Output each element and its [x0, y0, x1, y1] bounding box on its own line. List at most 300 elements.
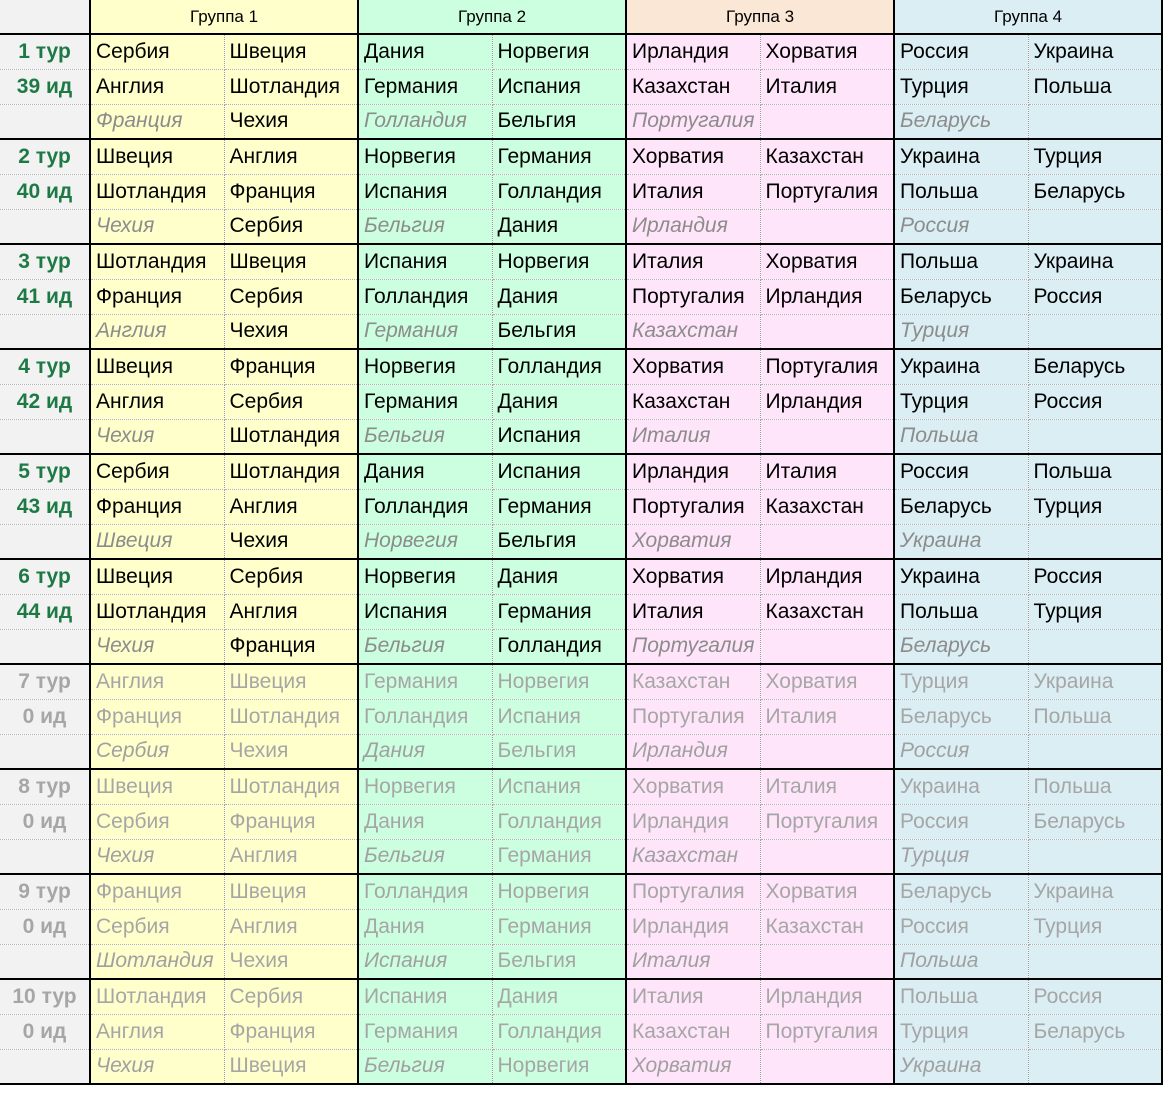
team-cell[interactable]: Швеция: [90, 769, 224, 804]
team-cell[interactable]: Ирландия: [626, 804, 760, 839]
table-row: [0, 839, 1162, 874]
team-cell[interactable]: Дания: [492, 279, 626, 314]
team-cell[interactable]: Португалия: [626, 699, 760, 734]
team-cell[interactable]: Хорватия: [760, 874, 894, 909]
team-cell[interactable]: Турция: [1028, 594, 1162, 629]
team-cell[interactable]: Сербия: [224, 279, 358, 314]
team-cell[interactable]: Россия: [1028, 384, 1162, 419]
table-row: [0, 559, 1162, 594]
team-cell[interactable]: Испания: [492, 419, 626, 454]
table-row: [0, 594, 1162, 629]
team-cell[interactable]: Турция: [1028, 139, 1162, 174]
team-cell[interactable]: Шотландия: [224, 699, 358, 734]
bye-team-cell[interactable]: Португалия: [626, 104, 760, 139]
team-cell[interactable]: Ирландия: [760, 979, 894, 1014]
bye-team-cell[interactable]: Ирландия: [626, 209, 760, 244]
team-cell[interactable]: Турция: [894, 384, 1028, 419]
team-cell[interactable]: Испания: [492, 454, 626, 489]
team-cell[interactable]: Англия: [224, 139, 358, 174]
team-cell[interactable]: Испания: [492, 769, 626, 804]
round-label[interactable]: 4 тур: [0, 349, 90, 384]
empty-cell[interactable]: [760, 839, 894, 874]
team-cell[interactable]: Турция: [1028, 909, 1162, 944]
team-cell[interactable]: Норвегия: [492, 244, 626, 279]
team-cell[interactable]: Германия: [492, 139, 626, 174]
team-cell[interactable]: Дания: [358, 804, 492, 839]
table-row: [0, 524, 1162, 559]
round-label[interactable]: 5 тур: [0, 454, 90, 489]
team-cell[interactable]: Португалия: [760, 804, 894, 839]
team-cell[interactable]: Италия: [760, 699, 894, 734]
round-id-count[interactable]: 44 ид: [0, 594, 90, 629]
bye-team-cell[interactable]: Чехия: [90, 629, 224, 664]
team-cell[interactable]: Португалия: [626, 489, 760, 524]
team-cell[interactable]: Франция: [90, 874, 224, 909]
table-row: [0, 314, 1162, 349]
team-cell[interactable]: Англия: [90, 384, 224, 419]
team-cell[interactable]: Германия: [358, 69, 492, 104]
bye-team-cell[interactable]: Германия: [358, 314, 492, 349]
team-cell[interactable]: Польша: [894, 979, 1028, 1014]
round-label[interactable]: 9 тур: [0, 874, 90, 909]
team-cell[interactable]: Россия: [894, 34, 1028, 69]
team-cell[interactable]: Англия: [224, 489, 358, 524]
team-cell[interactable]: Хорватия: [760, 664, 894, 699]
team-cell[interactable]: Ирландия: [760, 559, 894, 594]
empty-label-cell[interactable]: [0, 524, 90, 559]
team-cell[interactable]: Англия: [90, 69, 224, 104]
team-cell[interactable]: Шотландия: [90, 979, 224, 1014]
team-cell[interactable]: Испания: [358, 174, 492, 209]
team-cell[interactable]: Англия: [224, 594, 358, 629]
team-cell[interactable]: Казахстан: [760, 489, 894, 524]
team-cell[interactable]: Дания: [358, 34, 492, 69]
bye-team-cell[interactable]: Норвегия: [358, 524, 492, 559]
team-cell[interactable]: Хорватия: [760, 244, 894, 279]
team-cell[interactable]: Голландия: [492, 1014, 626, 1049]
empty-cell[interactable]: [1028, 734, 1162, 769]
team-cell[interactable]: Голландия: [492, 174, 626, 209]
team-cell[interactable]: Италия: [626, 594, 760, 629]
team-cell[interactable]: Германия: [358, 1014, 492, 1049]
team-cell[interactable]: Россия: [1028, 559, 1162, 594]
team-cell[interactable]: Ирландия: [760, 279, 894, 314]
empty-label-cell[interactable]: [0, 944, 90, 979]
team-cell[interactable]: Швеция: [90, 349, 224, 384]
bye-team-cell[interactable]: Бельгия: [358, 629, 492, 664]
team-cell[interactable]: Чехия: [224, 734, 358, 769]
team-cell[interactable]: Норвегия: [358, 349, 492, 384]
team-cell[interactable]: Сербия: [90, 454, 224, 489]
team-cell[interactable]: Бельгия: [492, 524, 626, 559]
team-cell[interactable]: Украина: [1028, 664, 1162, 699]
round-id-count[interactable]: 42 ид: [0, 384, 90, 419]
team-cell[interactable]: Италия: [626, 979, 760, 1014]
team-cell[interactable]: Норвегия: [358, 559, 492, 594]
team-cell[interactable]: Украина: [1028, 244, 1162, 279]
table-row: [0, 104, 1162, 139]
team-cell[interactable]: Испания: [358, 244, 492, 279]
team-cell[interactable]: Чехия: [224, 524, 358, 559]
team-cell[interactable]: Голландия: [358, 874, 492, 909]
team-cell[interactable]: Франция: [224, 629, 358, 664]
empty-label-cell[interactable]: [0, 629, 90, 664]
team-cell[interactable]: Голландия: [492, 629, 626, 664]
team-cell[interactable]: Казахстан: [626, 664, 760, 699]
team-cell[interactable]: Португалия: [626, 279, 760, 314]
team-cell[interactable]: Швеция: [224, 1049, 358, 1084]
table-row: [0, 139, 1162, 174]
corner-cell[interactable]: [0, 0, 90, 34]
team-cell[interactable]: Украина: [1028, 874, 1162, 909]
team-cell[interactable]: Бельгия: [492, 944, 626, 979]
bye-team-cell[interactable]: Бельгия: [358, 209, 492, 244]
team-cell[interactable]: Дания: [492, 979, 626, 1014]
team-cell[interactable]: Сербия: [224, 384, 358, 419]
team-cell[interactable]: Франция: [224, 804, 358, 839]
team-cell[interactable]: Сербия: [224, 209, 358, 244]
team-cell[interactable]: Польша: [1028, 69, 1162, 104]
team-cell[interactable]: Ирландия: [626, 34, 760, 69]
team-cell[interactable]: Голландия: [358, 489, 492, 524]
team-cell[interactable]: Украина: [894, 139, 1028, 174]
team-cell[interactable]: Чехия: [224, 314, 358, 349]
empty-label-cell[interactable]: [0, 209, 90, 244]
round-id-count[interactable]: 0 ид: [0, 909, 90, 944]
team-cell[interactable]: Швеция: [224, 244, 358, 279]
team-cell[interactable]: Италия: [626, 174, 760, 209]
team-cell[interactable]: Германия: [492, 909, 626, 944]
round-id-count[interactable]: 41 ид: [0, 279, 90, 314]
round-label[interactable]: 8 тур: [0, 769, 90, 804]
team-cell[interactable]: Испания: [358, 594, 492, 629]
round-label[interactable]: 1 тур: [0, 34, 90, 69]
team-cell[interactable]: Шотландия: [224, 769, 358, 804]
bye-team-cell[interactable]: Турция: [894, 839, 1028, 874]
bye-team-cell[interactable]: Россия: [894, 734, 1028, 769]
table-row: [0, 454, 1162, 489]
table-row: [0, 349, 1162, 384]
bye-team-cell[interactable]: Португалия: [626, 629, 760, 664]
table-row: [0, 734, 1162, 769]
team-cell[interactable]: Англия: [224, 909, 358, 944]
round-label[interactable]: 10 тур: [0, 979, 90, 1014]
team-cell[interactable]: Хорватия: [626, 559, 760, 594]
team-cell[interactable]: Дания: [492, 209, 626, 244]
team-cell[interactable]: Голландия: [492, 804, 626, 839]
team-cell[interactable]: Украина: [894, 349, 1028, 384]
team-cell[interactable]: Казахстан: [760, 594, 894, 629]
bye-team-cell[interactable]: Чехия: [90, 209, 224, 244]
team-cell[interactable]: Украина: [894, 559, 1028, 594]
team-cell[interactable]: Италия: [760, 69, 894, 104]
team-cell[interactable]: Россия: [894, 804, 1028, 839]
bye-team-cell[interactable]: Хорватия: [626, 524, 760, 559]
bye-team-cell[interactable]: Италия: [626, 944, 760, 979]
bye-team-cell[interactable]: Казахстан: [626, 839, 760, 874]
bye-team-cell[interactable]: Англия: [90, 314, 224, 349]
round-label[interactable]: 2 тур: [0, 139, 90, 174]
team-cell[interactable]: Польша: [1028, 454, 1162, 489]
team-cell[interactable]: Швеция: [224, 664, 358, 699]
team-cell[interactable]: Франция: [90, 279, 224, 314]
bye-team-cell[interactable]: Бельгия: [358, 1049, 492, 1084]
table-row: [0, 909, 1162, 944]
empty-label-cell[interactable]: [0, 839, 90, 874]
bye-team-cell[interactable]: Украина: [894, 1049, 1028, 1084]
team-cell[interactable]: Хорватия: [760, 34, 894, 69]
team-cell[interactable]: Ирландия: [626, 909, 760, 944]
team-cell[interactable]: Беларусь: [894, 699, 1028, 734]
team-cell[interactable]: Казахстан: [626, 384, 760, 419]
round-id-count[interactable]: 43 ид: [0, 489, 90, 524]
table-row: [0, 804, 1162, 839]
team-cell[interactable]: Англия: [90, 664, 224, 699]
empty-cell[interactable]: [760, 944, 894, 979]
empty-cell[interactable]: [1028, 419, 1162, 454]
table-row: [0, 384, 1162, 419]
bye-team-cell[interactable]: Швеция: [90, 524, 224, 559]
team-cell[interactable]: Турция: [894, 664, 1028, 699]
team-cell[interactable]: Казахстан: [626, 69, 760, 104]
team-cell[interactable]: Испания: [492, 69, 626, 104]
team-cell[interactable]: Франция: [224, 174, 358, 209]
team-cell[interactable]: Швеция: [224, 874, 358, 909]
team-cell[interactable]: Дания: [492, 384, 626, 419]
empty-cell[interactable]: [760, 314, 894, 349]
header-row: [0, 0, 1162, 34]
empty-cell[interactable]: [1028, 209, 1162, 244]
round-id-count[interactable]: 39 ид: [0, 69, 90, 104]
table-row: [0, 174, 1162, 209]
bye-team-cell[interactable]: Россия: [894, 209, 1028, 244]
team-cell[interactable]: Беларусь: [894, 874, 1028, 909]
team-cell[interactable]: Голландия: [358, 699, 492, 734]
bye-team-cell[interactable]: Сербия: [90, 734, 224, 769]
team-cell[interactable]: Казахстан: [760, 909, 894, 944]
team-cell[interactable]: Швеция: [90, 559, 224, 594]
team-cell[interactable]: Польша: [1028, 699, 1162, 734]
bye-team-cell[interactable]: Италия: [626, 419, 760, 454]
team-cell[interactable]: Украина: [1028, 34, 1162, 69]
team-cell[interactable]: Португалия: [626, 874, 760, 909]
empty-cell[interactable]: [1028, 314, 1162, 349]
team-cell[interactable]: Германия: [358, 664, 492, 699]
team-cell[interactable]: Россия: [1028, 279, 1162, 314]
team-cell[interactable]: Франция: [90, 489, 224, 524]
team-cell[interactable]: Сербия: [90, 34, 224, 69]
team-cell[interactable]: Норвегия: [492, 874, 626, 909]
team-cell[interactable]: Шотландия: [224, 419, 358, 454]
empty-cell[interactable]: [760, 524, 894, 559]
team-cell[interactable]: Беларусь: [1028, 804, 1162, 839]
team-cell[interactable]: Бельгия: [492, 314, 626, 349]
team-cell[interactable]: Казахстан: [626, 1014, 760, 1049]
table-row: [0, 34, 1162, 69]
team-cell[interactable]: Россия: [1028, 979, 1162, 1014]
team-cell[interactable]: Норвегия: [492, 1049, 626, 1084]
table-row: [0, 769, 1162, 804]
round-label[interactable]: 6 тур: [0, 559, 90, 594]
team-cell[interactable]: Ирландия: [626, 454, 760, 489]
team-cell[interactable]: Чехия: [224, 104, 358, 139]
team-cell[interactable]: Португалия: [760, 1014, 894, 1049]
team-cell[interactable]: Хорватия: [626, 769, 760, 804]
team-cell[interactable]: Польша: [894, 594, 1028, 629]
table-row: [0, 1014, 1162, 1049]
team-cell[interactable]: Испания: [492, 699, 626, 734]
bye-team-cell[interactable]: Хорватия: [626, 1049, 760, 1084]
round-id-count[interactable]: 40 ид: [0, 174, 90, 209]
team-cell[interactable]: Италия: [626, 244, 760, 279]
team-cell[interactable]: Норвегия: [358, 139, 492, 174]
bye-team-cell[interactable]: Бельгия: [358, 839, 492, 874]
bye-team-cell[interactable]: Чехия: [90, 419, 224, 454]
team-cell[interactable]: Беларусь: [1028, 174, 1162, 209]
team-cell[interactable]: Сербия: [224, 979, 358, 1014]
round-label[interactable]: 3 тур: [0, 244, 90, 279]
round-id-count[interactable]: 0 ид: [0, 699, 90, 734]
empty-cell[interactable]: [1028, 104, 1162, 139]
team-cell[interactable]: Германия: [492, 594, 626, 629]
team-cell[interactable]: Ирландия: [760, 384, 894, 419]
team-cell[interactable]: Хорватия: [626, 139, 760, 174]
team-cell[interactable]: Норвегия: [492, 34, 626, 69]
team-cell[interactable]: Сербия: [90, 909, 224, 944]
bye-team-cell[interactable]: Чехия: [90, 1049, 224, 1084]
group-header[interactable]: Группа 2: [358, 0, 626, 34]
table-row: [0, 874, 1162, 909]
team-cell[interactable]: Португалия: [760, 349, 894, 384]
empty-cell[interactable]: [1028, 944, 1162, 979]
team-cell[interactable]: Франция: [90, 699, 224, 734]
bye-team-cell[interactable]: Беларусь: [894, 104, 1028, 139]
team-cell[interactable]: Хорватия: [626, 349, 760, 384]
empty-cell[interactable]: [1028, 629, 1162, 664]
team-cell[interactable]: Дания: [492, 559, 626, 594]
bye-team-cell[interactable]: Турция: [894, 314, 1028, 349]
round-label[interactable]: 7 тур: [0, 664, 90, 699]
team-cell[interactable]: Франция: [224, 1014, 358, 1049]
team-cell[interactable]: Россия: [894, 909, 1028, 944]
empty-cell[interactable]: [760, 104, 894, 139]
bye-team-cell[interactable]: Ирландия: [626, 734, 760, 769]
empty-label-cell[interactable]: [0, 314, 90, 349]
empty-cell[interactable]: [760, 734, 894, 769]
team-cell[interactable]: Германия: [492, 839, 626, 874]
empty-cell[interactable]: [1028, 524, 1162, 559]
team-cell[interactable]: Чехия: [224, 944, 358, 979]
bye-team-cell[interactable]: Украина: [894, 524, 1028, 559]
team-cell[interactable]: Сербия: [224, 559, 358, 594]
team-cell[interactable]: Италия: [760, 769, 894, 804]
team-cell[interactable]: Шотландия: [224, 69, 358, 104]
team-cell[interactable]: Португалия: [760, 174, 894, 209]
team-cell[interactable]: Норвегия: [358, 769, 492, 804]
empty-cell[interactable]: [760, 1049, 894, 1084]
team-cell[interactable]: Украина: [894, 769, 1028, 804]
bye-team-cell[interactable]: Беларусь: [894, 629, 1028, 664]
team-cell[interactable]: Англия: [224, 839, 358, 874]
team-cell[interactable]: Франция: [224, 349, 358, 384]
team-cell[interactable]: Италия: [760, 454, 894, 489]
team-cell[interactable]: Турция: [894, 69, 1028, 104]
bye-team-cell[interactable]: Шотландия: [90, 944, 224, 979]
team-cell[interactable]: Сербия: [90, 804, 224, 839]
team-cell[interactable]: Швеция: [224, 34, 358, 69]
team-cell[interactable]: Турция: [1028, 489, 1162, 524]
team-cell[interactable]: Беларусь: [894, 279, 1028, 314]
team-cell[interactable]: Испания: [358, 979, 492, 1014]
table-row: [0, 699, 1162, 734]
bye-team-cell[interactable]: Бельгия: [358, 419, 492, 454]
empty-label-cell[interactable]: [0, 734, 90, 769]
empty-cell[interactable]: [1028, 1049, 1162, 1084]
team-cell[interactable]: Англия: [90, 1014, 224, 1049]
team-cell[interactable]: Голландия: [492, 349, 626, 384]
bye-team-cell[interactable]: Польша: [894, 944, 1028, 979]
bye-team-cell[interactable]: Голландия: [358, 104, 492, 139]
team-cell[interactable]: Шотландия: [90, 244, 224, 279]
team-cell[interactable]: Беларусь: [1028, 349, 1162, 384]
table-row: [0, 69, 1162, 104]
team-cell[interactable]: Россия: [894, 454, 1028, 489]
team-cell[interactable]: Германия: [358, 384, 492, 419]
empty-cell[interactable]: [1028, 839, 1162, 874]
team-cell[interactable]: Казахстан: [760, 139, 894, 174]
round-id-count[interactable]: 0 ид: [0, 804, 90, 839]
empty-cell[interactable]: [760, 629, 894, 664]
group-header[interactable]: Группа 4: [894, 0, 1162, 34]
team-cell[interactable]: Бельгия: [492, 734, 626, 769]
team-cell[interactable]: Польша: [894, 174, 1028, 209]
empty-cell[interactable]: [760, 419, 894, 454]
empty-label-cell[interactable]: [0, 419, 90, 454]
team-cell[interactable]: Дания: [358, 454, 492, 489]
table-row: [0, 244, 1162, 279]
bye-team-cell[interactable]: Польша: [894, 419, 1028, 454]
team-cell[interactable]: Польша: [1028, 769, 1162, 804]
team-cell[interactable]: Шотландия: [90, 594, 224, 629]
empty-label-cell[interactable]: [0, 104, 90, 139]
team-cell[interactable]: Швеция: [90, 139, 224, 174]
team-cell[interactable]: Шотландия: [90, 174, 224, 209]
team-cell[interactable]: Норвегия: [492, 664, 626, 699]
team-cell[interactable]: Беларусь: [894, 489, 1028, 524]
table-row: [0, 629, 1162, 664]
bye-team-cell[interactable]: Испания: [358, 944, 492, 979]
team-cell[interactable]: Голландия: [358, 279, 492, 314]
group-header[interactable]: Группа 3: [626, 0, 894, 34]
team-cell[interactable]: Бельгия: [492, 104, 626, 139]
team-cell[interactable]: Польша: [894, 244, 1028, 279]
empty-cell[interactable]: [760, 209, 894, 244]
table-row: [0, 979, 1162, 1014]
empty-label-cell[interactable]: [0, 1049, 90, 1084]
round-id-count[interactable]: 0 ид: [0, 1014, 90, 1049]
bye-team-cell[interactable]: Чехия: [90, 839, 224, 874]
bye-team-cell[interactable]: Казахстан: [626, 314, 760, 349]
group-header[interactable]: Группа 1: [90, 0, 358, 34]
team-cell[interactable]: Германия: [492, 489, 626, 524]
team-cell[interactable]: Беларусь: [1028, 1014, 1162, 1049]
bye-team-cell[interactable]: Дания: [358, 734, 492, 769]
team-cell[interactable]: Шотландия: [224, 454, 358, 489]
team-cell[interactable]: Турция: [894, 1014, 1028, 1049]
table-row: [0, 489, 1162, 524]
bye-team-cell[interactable]: Франция: [90, 104, 224, 139]
team-cell[interactable]: Дания: [358, 909, 492, 944]
